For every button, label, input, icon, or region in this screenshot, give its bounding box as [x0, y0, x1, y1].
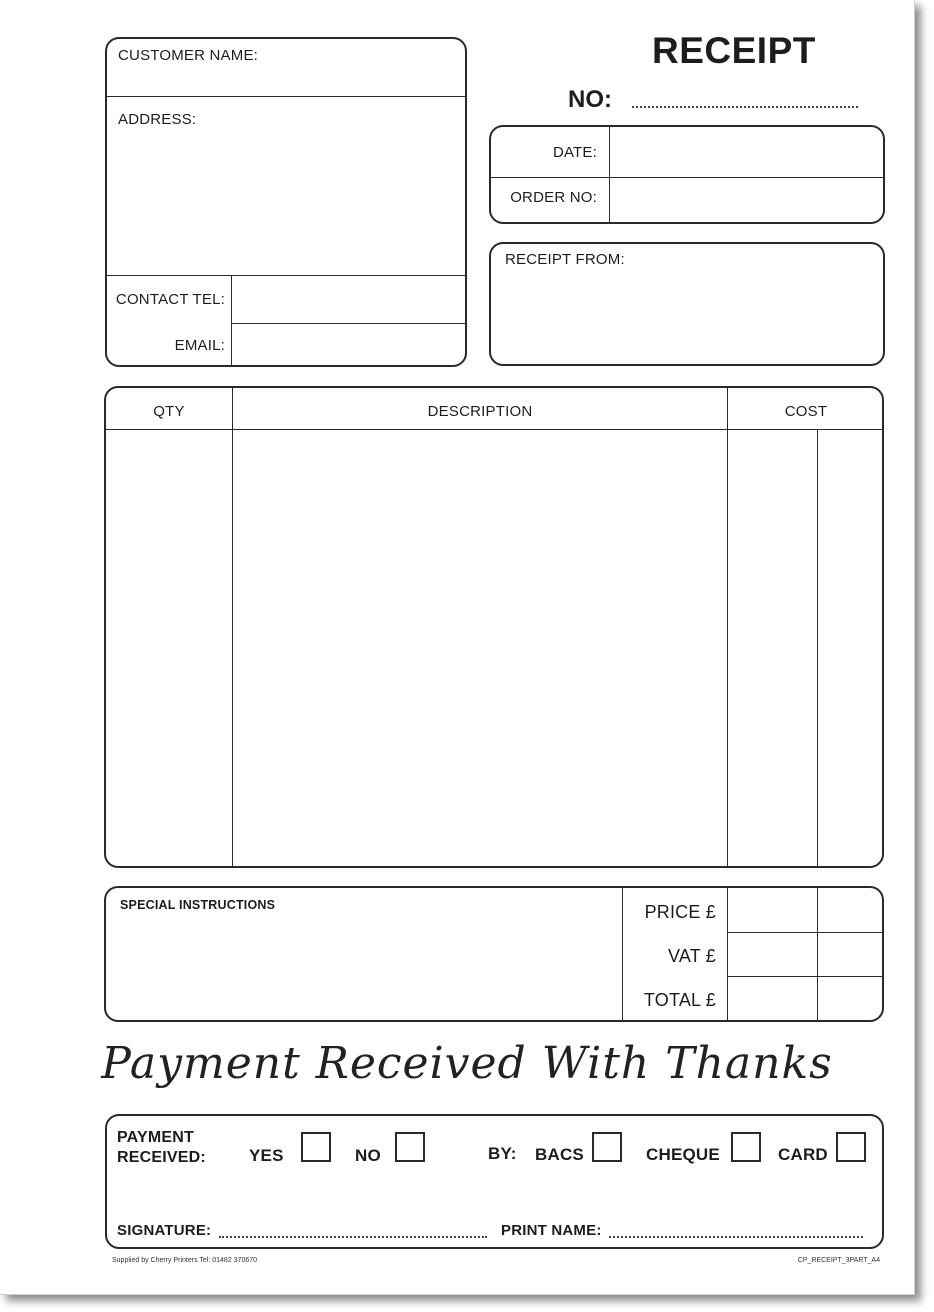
- special-instructions-field[interactable]: [108, 918, 620, 1018]
- address-label: ADDRESS:: [118, 111, 197, 128]
- receipt-number-label: NO:: [568, 86, 612, 113]
- email-label: EMAIL:: [174, 337, 225, 354]
- vat-field[interactable]: [729, 934, 816, 975]
- date-label: DATE:: [552, 144, 597, 161]
- cheque-label: CHEQUE: [646, 1145, 720, 1164]
- special-instructions-box: [104, 886, 884, 1022]
- customer-box: [105, 37, 467, 367]
- total-field[interactable]: [729, 978, 816, 1020]
- price-field[interactable]: [729, 890, 816, 931]
- special-instructions-label: SPECIAL INSTRUCTIONS: [120, 898, 276, 912]
- payment-by-label: BY:: [488, 1144, 517, 1163]
- thanks-banner: Payment Received With Thanks: [101, 1038, 833, 1089]
- supplier-note: Supplied by Cherry Printers Tel: 01482 370670: [112, 1257, 258, 1264]
- description-header: DESCRIPTION: [427, 403, 533, 420]
- bacs-checkbox[interactable]: [592, 1132, 622, 1162]
- bacs-label: BACS: [535, 1145, 584, 1164]
- email-field[interactable]: [233, 325, 467, 365]
- payment-received-line1: PAYMENT: [117, 1129, 194, 1146]
- receipt-from-box[interactable]: [489, 242, 885, 366]
- signature-label: SIGNATURE:: [117, 1222, 212, 1239]
- no-label: NO: [355, 1146, 381, 1165]
- page-title: RECEIPT: [652, 30, 816, 71]
- date-field[interactable]: [611, 127, 885, 177]
- signature-line[interactable]: [219, 1236, 487, 1238]
- yes-label: YES: [249, 1146, 284, 1165]
- qty-header: QTY: [153, 403, 185, 420]
- form-code: CP_RECEIPT_3PART_A4: [797, 1257, 880, 1264]
- payment-received-label: [117, 1128, 206, 1168]
- total-label: TOTAL £: [643, 990, 716, 1010]
- cost-pence-column[interactable]: [819, 430, 884, 866]
- payment-received-line2: RECEIVED:: [117, 1149, 206, 1166]
- print-name-line[interactable]: [609, 1236, 863, 1238]
- order-no-field[interactable]: [611, 179, 885, 224]
- cost-pounds-column[interactable]: [729, 430, 816, 866]
- vat-label: VAT £: [667, 946, 716, 966]
- print-name-label: PRINT NAME:: [501, 1222, 602, 1239]
- card-checkbox[interactable]: [836, 1132, 866, 1162]
- contact-tel-label: CONTACT TEL:: [115, 291, 225, 308]
- receipt-from-label: RECEIPT FROM:: [505, 251, 625, 268]
- payment-box: [105, 1114, 884, 1249]
- no-checkbox[interactable]: [395, 1132, 425, 1162]
- cost-header: COST: [784, 403, 828, 420]
- yes-checkbox[interactable]: [301, 1132, 331, 1162]
- contact-tel-field[interactable]: [233, 277, 467, 323]
- items-table: [104, 386, 884, 868]
- cheque-checkbox[interactable]: [731, 1132, 761, 1162]
- description-column[interactable]: [234, 430, 726, 866]
- card-label: CARD: [778, 1145, 828, 1164]
- order-details-box: [489, 125, 885, 224]
- customer-name-label: CUSTOMER NAME:: [118, 47, 259, 64]
- receipt-number-line[interactable]: [632, 106, 858, 108]
- qty-column[interactable]: [106, 430, 231, 866]
- order-no-label: ORDER NO:: [510, 189, 597, 206]
- price-label: PRICE £: [644, 902, 716, 922]
